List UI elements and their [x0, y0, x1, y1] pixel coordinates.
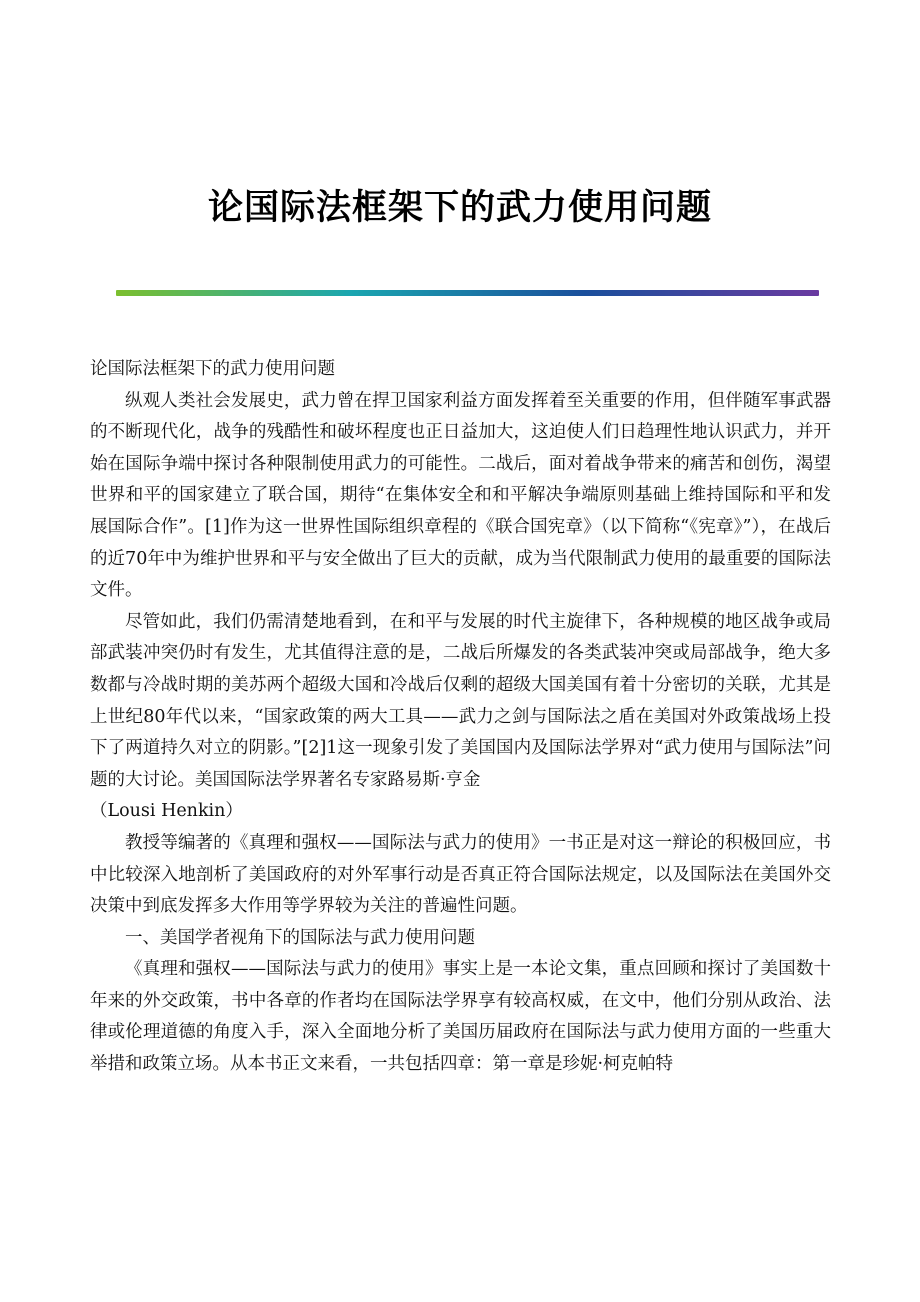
body-paragraph: 纵观人类社会发展史，武力曾在捍卫国家利益方面发挥着至关重要的作用，但伴随军事武器的不断现代化，战争的残酷性和破坏程度也正日益加大，这迫使人们日趋理性地认识武力，并开始在国际争端中探讨各种限制使用武力的可能性。二战后，面对着战争带来的痛苦和创伤，渴望世界和平的国家建立了联合国，期待“在集体安全和和平解决争端原则基础上维持国际和平和发展国际合作”。[1]作为这一世界性国际组织章程的《联合国宪章》（以下简称“《宪章》”），在战后的近70年中为维护世界和平与安全做出了巨大的贡献，成为当代限制武力使用的最重要的国际法文件。 [90, 390, 831, 601]
body-paragraph: 《真理和强权——国际法与武力的使用》事实上是一本论文集，重点回顾和探讨了美国数十年来的外交政策，书中各章的作者均在国际法学界享有较高权威，在文中，他们分别从政治、法律或伦理道德的角度入手，深入全面地分析了美国历届政府在国际法与武力使用方面的一些重大举措和政策立场。从本书正文来看，一共包括四章：第一章是珍妮·柯克帕特 [90, 959, 831, 1075]
document-subtitle: 论国际法框架下的武力使用问题 [90, 359, 335, 379]
body-paragraph: 教授等编著的《真理和强权——国际法与武力的使用》一书正是对这一辩论的积极回应，书中比较深入地剖析了美国政府的对外军事行动是否真正符合国际法规定，以及国际法在美国外交决策中到底发挥多大作用等学界较为关注的普遍性问题。 [90, 832, 831, 917]
document-body [90, 354, 831, 1081]
body-paragraph-continuation: （Lousi Henkin） [90, 801, 243, 822]
title-divider [116, 290, 819, 296]
body-paragraph: 尽管如此，我们仍需清楚地看到，在和平与发展的时代主旋律下，各种规模的地区战争或局部武装冲突仍时有发生，尤其值得注意的是，二战后所爆发的各类武装冲突或局部战争，绝大多数都与冷战时期的美苏两个超级大国和冷战后仅剩的超级大国美国有着十分密切的关联，尤其是上世纪80年代以来，“国家政策的两大工具——武力之剑与国际法之盾在美国对外政策战场上投下了两道持久对立的阴影。”[2]1这一现象引发了美国国内及国际法学界对“武力使用与国际法”问题的大讨论。美国国际法学界著名专家路易斯·亨金 [90, 611, 831, 790]
document-title: 论国际法框架下的武力使用问题 [207, 188, 712, 228]
section-heading: 一、美国学者视角下的国际法与武力使用问题 [125, 927, 475, 948]
